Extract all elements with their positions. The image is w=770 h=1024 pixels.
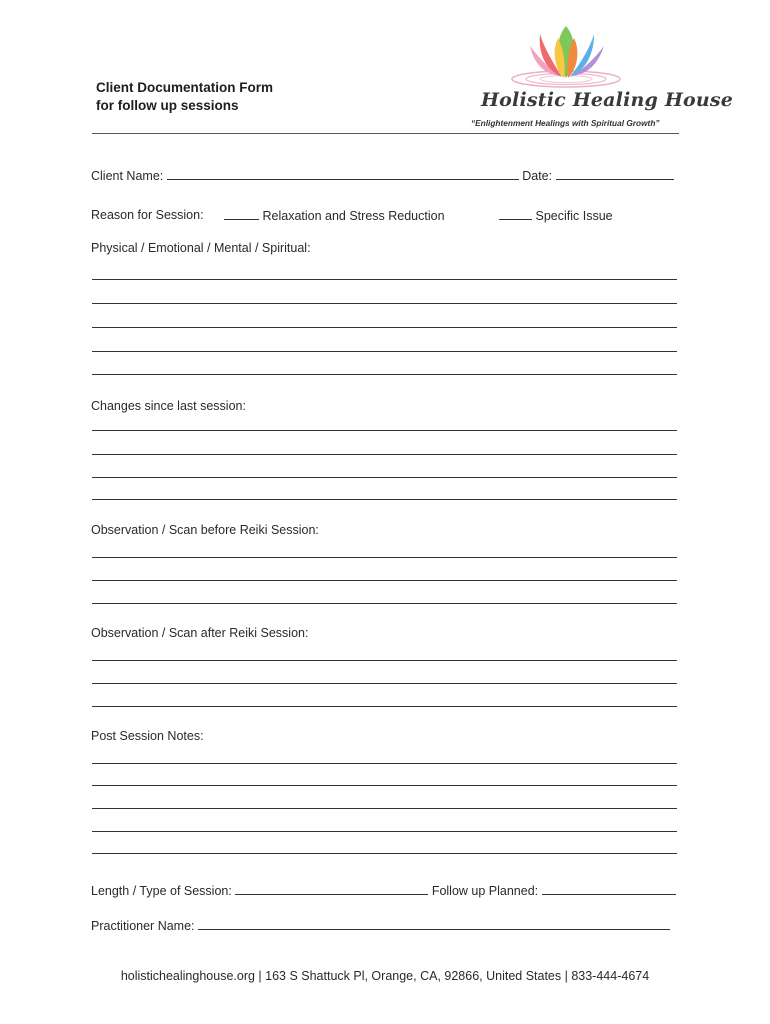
changes-label: Changes since last session:	[91, 399, 246, 413]
obs-after-line[interactable]	[92, 683, 677, 684]
obs-before-line[interactable]	[92, 603, 677, 604]
physical-line[interactable]	[92, 303, 677, 304]
physical-line[interactable]	[92, 351, 677, 352]
reason-option-relaxation	[224, 208, 445, 224]
header-divider	[92, 133, 679, 134]
post-notes-line[interactable]	[92, 785, 677, 786]
specific-issue-label: Specific Issue	[535, 209, 613, 223]
obs-before-label: Observation / Scan before Reiki Session:	[91, 523, 319, 537]
physical-label: Physical / Emotional / Mental / Spiritual:	[91, 241, 311, 255]
length-followup-row	[91, 883, 676, 899]
followup-label: Follow up Planned:	[431, 884, 539, 898]
obs-after-label: Observation / Scan after Reiki Session:	[91, 626, 309, 640]
client-name-field[interactable]	[167, 168, 519, 180]
brand-tagline: “Enlightenment Healings with Spiritual Growth”	[471, 118, 660, 128]
lotus-icon	[500, 24, 630, 90]
length-label: Length / Type of Session:	[91, 884, 232, 898]
changes-line[interactable]	[92, 454, 677, 455]
reason-label: Reason for Session:	[91, 208, 204, 222]
specific-issue-checkbox-line[interactable]	[499, 208, 532, 220]
followup-field[interactable]	[542, 883, 676, 895]
physical-line[interactable]	[92, 279, 677, 280]
obs-before-line[interactable]	[92, 557, 677, 558]
relaxation-label: Relaxation and Stress Reduction	[262, 209, 445, 223]
brand-name: Holistic Healing House	[481, 89, 734, 111]
footer-contact: holistichealinghouse.org | 163 S Shattuck Pl, Orange, CA, 92866, United States | 833-444-4674	[120, 969, 650, 983]
physical-line[interactable]	[92, 374, 677, 375]
reason-option-specific	[499, 208, 613, 224]
length-field[interactable]	[235, 883, 428, 895]
form-title-line2: for follow up sessions	[96, 98, 239, 113]
practitioner-row	[91, 918, 670, 934]
changes-line[interactable]	[92, 477, 677, 478]
practitioner-field[interactable]	[198, 918, 670, 930]
form-title-line1: Client Documentation Form	[96, 80, 274, 95]
post-notes-line[interactable]	[92, 831, 677, 832]
client-name-label: Client Name:	[91, 169, 164, 183]
post-notes-line[interactable]	[92, 808, 677, 809]
date-label: Date:	[522, 169, 553, 183]
date-field[interactable]	[556, 168, 674, 180]
post-notes-label: Post Session Notes:	[91, 729, 204, 743]
client-name-row	[91, 168, 674, 184]
post-notes-line[interactable]	[92, 763, 677, 764]
changes-line[interactable]	[92, 430, 677, 431]
obs-after-line[interactable]	[92, 706, 677, 707]
practitioner-label: Practitioner Name:	[91, 919, 195, 933]
post-notes-line[interactable]	[92, 853, 677, 854]
relaxation-checkbox-line[interactable]	[224, 208, 259, 220]
form-title	[96, 79, 273, 115]
physical-line[interactable]	[92, 327, 677, 328]
obs-after-line[interactable]	[92, 660, 677, 661]
obs-before-line[interactable]	[92, 580, 677, 581]
changes-line[interactable]	[92, 499, 677, 500]
